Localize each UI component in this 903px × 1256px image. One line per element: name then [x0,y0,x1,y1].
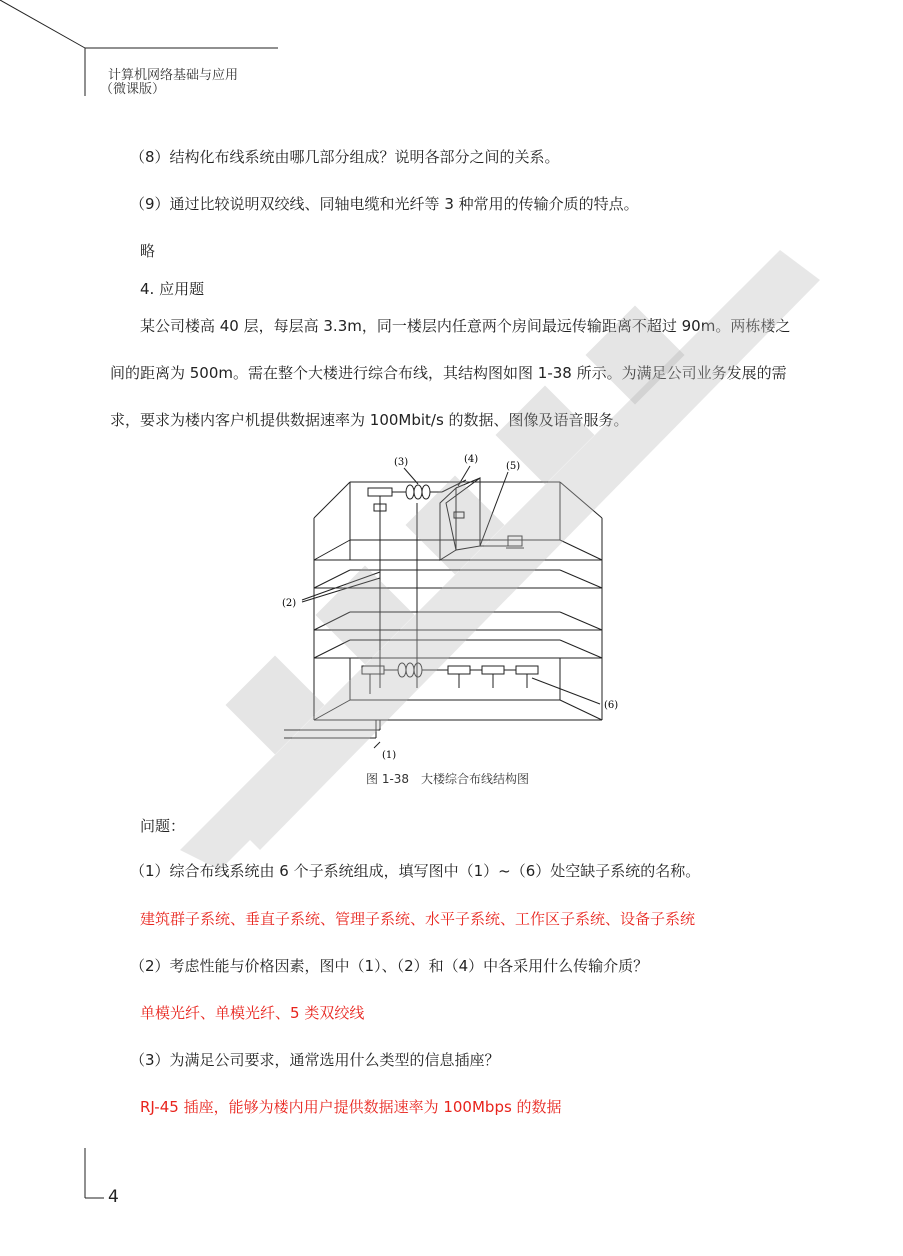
label-3: (3) [394,457,409,468]
figure-caption: 图 1-38 大楼综合布线结构图 [366,772,530,786]
label-2: (2) [282,598,297,609]
questions-intro: 问题： [140,817,186,835]
question-2: （2）考虑性能与价格因素，图中（1）、（2）和（4）中各采用什么传输介质？ [130,957,649,975]
building-wiring-diagram [270,448,630,768]
question-1: （1）综合布线系统由 6 个子系统组成，填写图中（1）~（6）处空缺子系统的名称。 [130,862,701,880]
answer-2: 单模光纤、单模光纤、5 类双绞线 [140,1004,365,1022]
paragraph-line-1: 某公司楼高 40 层，每层高 3.3m，同一楼层内任意两个房间最远传输距离不超过 90m。两栋楼之 [140,317,791,335]
paragraph-line-2: 间的距离为 500m。需在整个大楼进行综合布线，其结构图如图 1-38 所示。为满足公司业务发展的需 [110,364,787,382]
header-book-title: 计算机网络基础与应用 [108,68,239,83]
section-heading: 4. 应用题 [140,280,205,298]
label-5: (5) [506,461,521,472]
answer-1: 建筑群子系统、垂直子系统、管理子系统、水平子系统、工作区子系统、设备子系统 [140,910,696,928]
answer-brief: 略 [140,242,156,260]
question-9: （9）通过比较说明双绞线、同轴电缆和光纤等 3 种常用的传输介质的特点。 [130,195,639,213]
question-3: （3）为满足公司要求，通常选用什么类型的信息插座？ [130,1051,500,1069]
label-6: (6) [604,700,619,711]
paragraph-line-3: 求，要求为楼内客户机提供数据速率为 100Mbit/s 的数据、图像及语音服务。 [110,411,629,429]
header-edition: （微课版） [100,82,166,97]
label-4: (4) [464,454,479,465]
page-number: 4 [108,1187,119,1207]
answer-3: RJ-45 插座，能够为楼内用户提供数据速率为 100Mbps 的数据 [140,1098,562,1116]
question-8: （8）结构化布线系统由哪几部分组成？说明各部分之间的关系。 [130,148,560,166]
label-1: (1) [382,750,397,761]
